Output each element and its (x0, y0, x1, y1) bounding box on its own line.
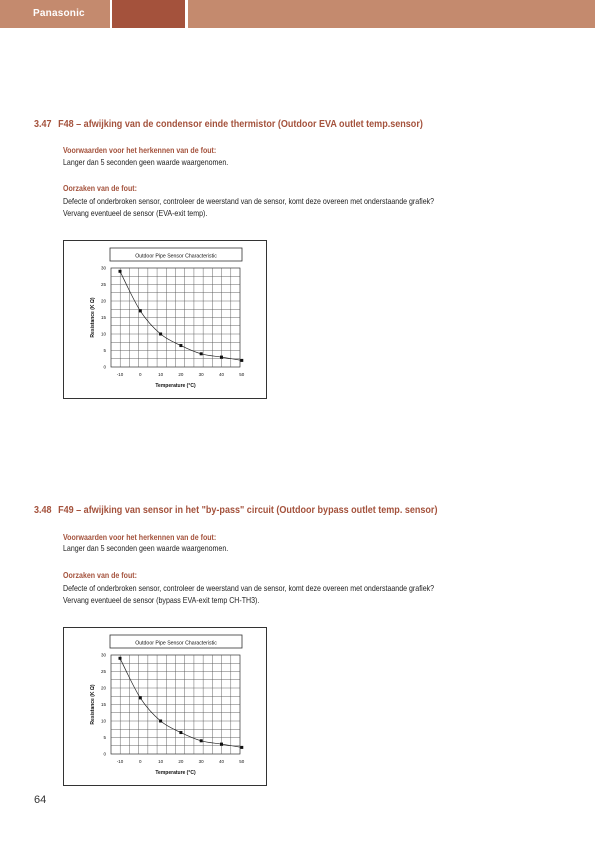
data-point (179, 344, 182, 347)
section-number: 3.47 (34, 118, 52, 130)
causes-heading: Oorzaken van de fout: (63, 184, 137, 193)
x-axis-label: Temperature (°C) (155, 770, 196, 776)
x-tick-label: 20 (178, 372, 184, 377)
y-tick-label: 0 (103, 751, 106, 757)
x-tick-label: 40 (218, 372, 224, 377)
y-tick-label: 25 (100, 282, 106, 288)
section-title-text: F49 – afwijking van sensor in het "by-pass" circuit (Outdoor bypass outlet temp. sensor) (58, 504, 438, 516)
x-tick-label: 40 (218, 759, 224, 764)
page-number: 64 (34, 794, 47, 806)
chart-title: Outdoor Pipe Sensor Characteristic (135, 253, 217, 260)
y-axis-label: Resistance (K Ω) (90, 684, 96, 725)
x-tick-label: 10 (158, 372, 164, 377)
conditions-text: Langer dan 5 seconden geen waarde waargenomen. (63, 544, 229, 553)
section-title-text: F48 – afwijking van de condensor einde thermistor (Outdoor EVA outlet temp.sensor) (58, 118, 423, 130)
conditions-heading: Voorwaarden voor het herkennen van de fout: (63, 533, 217, 542)
data-point (139, 696, 142, 699)
header-block-accent (112, 0, 185, 28)
x-tick-label: 10 (158, 759, 164, 764)
x-tick-label: -10 (116, 372, 124, 377)
data-point (240, 746, 243, 749)
x-axis-label: Temperature (°C) (155, 383, 196, 389)
chart-title: Outdoor Pipe Sensor Characteristic (135, 640, 217, 647)
section-title (34, 118, 486, 130)
data-point (139, 309, 142, 312)
data-point (220, 356, 223, 359)
causes-heading: Oorzaken van de fout: (63, 571, 137, 580)
y-tick-label: 5 (103, 348, 106, 354)
x-tick-label: 30 (198, 759, 204, 764)
data-point (179, 731, 182, 734)
y-tick-label: 0 (103, 364, 106, 370)
brand-logo: Panasonic (33, 8, 85, 19)
x-tick-label: 50 (239, 759, 245, 764)
chart-svg (64, 628, 266, 785)
data-point (159, 720, 162, 723)
data-point (200, 352, 203, 355)
sensor-chart (63, 627, 267, 786)
section-number: 3.48 (34, 504, 52, 516)
causes-line-2: Vervang eventueel de sensor (bypass EVA-exit temp CH-TH3). (63, 596, 260, 605)
conditions-heading: Voorwaarden voor het herkennen van de fout: (63, 146, 217, 155)
x-tick-label: 0 (139, 759, 142, 764)
header-block-right (188, 0, 595, 28)
chart-svg (64, 241, 266, 398)
data-point (119, 657, 122, 660)
x-tick-label: 50 (239, 372, 245, 377)
data-point (220, 743, 223, 746)
y-tick-label: 25 (100, 669, 106, 675)
x-tick-label: -10 (116, 759, 124, 764)
y-tick-label: 30 (100, 652, 106, 658)
sensor-chart (63, 240, 267, 399)
x-tick-label: 30 (198, 372, 204, 377)
header-bar (0, 0, 595, 28)
data-point (119, 270, 122, 273)
data-point (240, 359, 243, 362)
y-tick-label: 30 (100, 265, 106, 271)
section-title (34, 504, 503, 516)
conditions-text: Langer dan 5 seconden geen waarde waargenomen. (63, 158, 229, 167)
causes-line-1: Defecte of onderbroken sensor, controleer de weerstand van de sensor, komt deze overeen met onderstaande grafiek? (63, 584, 435, 593)
causes-line-1: Defecte of onderbroken sensor, controleer de weerstand van de sensor, komt deze overeen met onderstaande grafiek? (63, 197, 435, 206)
causes-line-2: Vervang eventueel de sensor (EVA-exit temp). (63, 209, 208, 218)
y-tick-label: 15 (100, 315, 106, 321)
x-tick-label: 0 (139, 372, 142, 377)
x-tick-label: 20 (178, 759, 184, 764)
data-point (159, 333, 162, 336)
y-tick-label: 10 (100, 331, 106, 337)
y-tick-label: 20 (100, 685, 106, 691)
y-tick-label: 5 (103, 735, 106, 741)
data-point (200, 739, 203, 742)
y-axis-label: Resistance (K Ω) (90, 297, 96, 338)
y-tick-label: 15 (100, 702, 106, 708)
y-tick-label: 10 (100, 718, 106, 724)
y-tick-label: 20 (100, 298, 106, 304)
